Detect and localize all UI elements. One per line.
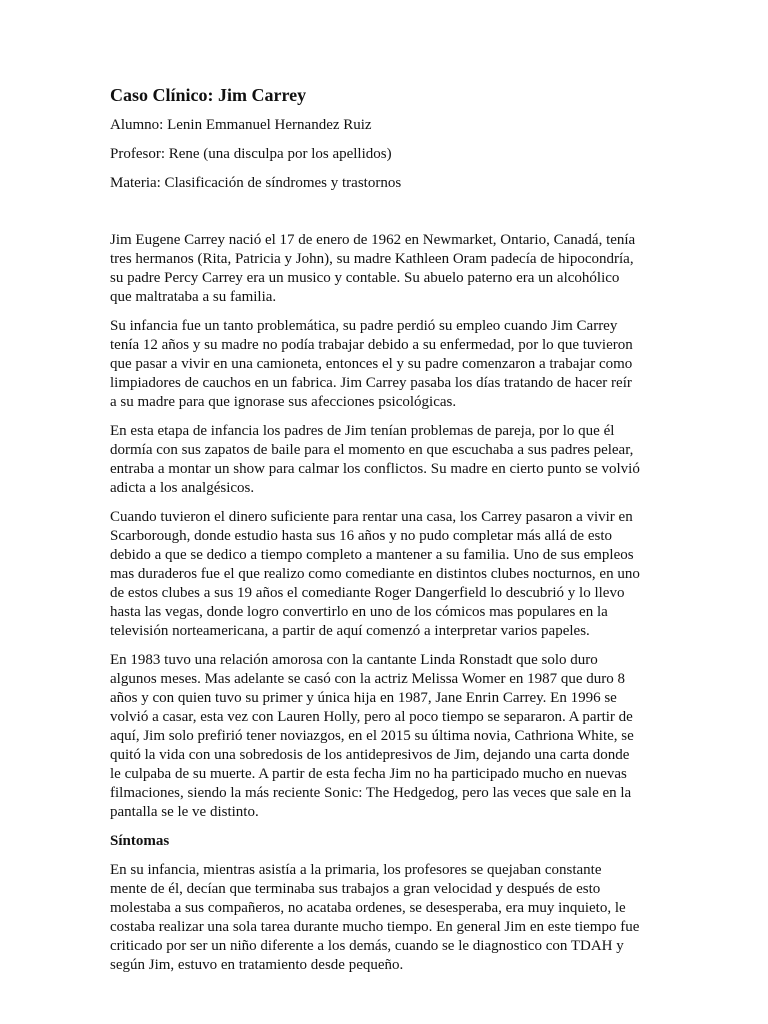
spacer: [110, 203, 662, 231]
paragraph-relationships: En 1983 tuvo una relación amorosa con la cantante Linda Ronstadt que solo duro algunos meses. Mas adelante se casó con la actriz Melissa Womer en 1987 que duro 8 años y con quien tuvo su primer y única hija en 1987, Jane Enrin Carrey. En 1996 se volvió a casar, esta vez con Lauren Holly, pero al poco tiempo se separaron. A partir de aquí, Jim solo prefirió tener noviazgos, en el 2015 su última novia, Cathriona White, se quitó la vida con una sobredosis de los antidepresivos de Jim, dejando una carta donde le culpaba de su muerte. A partir de esta fecha Jim no ha participado mucho en nuevas filmaciones, siendo la más reciente Sonic: The Hedgedog, pero las veces que sale en la pantalla se le ve distinto.: [110, 652, 634, 820]
student-line: Alumno: Lenin Emmanuel Hernandez Ruiz: [110, 117, 372, 133]
teacher-line: Profesor: Rene (una disculpa por los apellidos): [110, 146, 392, 162]
paragraph-biography: Jim Eugene Carrey nació el 17 de enero de 1962 en Newmarket, Ontario, Canadá, tenía tres hermanos (Rita, Patricia y John), su madre Kathleen Oram padecía de hipocondría, su padre Percy Carrey era un musico y contable. Su abuelo paterno era un alcohólico que maltrataba a su familia.: [110, 232, 636, 305]
paragraph-career: Cuando tuvieron el dinero suficiente para rentar una casa, los Carrey pasaron a vivir en Scarborough, donde estudio hasta sus 16 años y no pudo completar más allá de esto debido a que se dedico a tiempo completo a mantener a su familia. Uno de sus empleos mas duraderos fue el que realizo como comediante en distintos clubes nocturnos, en uno de estos clubes a sus 19 años el comediante Roger Dangerfield lo descubrió y lo llevo hasta las vegas, donde logro convertirlo en uno de los cómicos mas populares en la televisión norteamericana, a partir de aquí comenzó a interpretar varios papeles.: [110, 509, 640, 639]
document-page: [110, 84, 662, 985]
subject-line: Materia: Clasificación de síndromes y trastornos: [110, 175, 402, 191]
section-heading-symptoms: Síntomas: [110, 833, 170, 849]
document-title: Caso Clínico: Jim Carrey: [110, 85, 307, 105]
paragraph-symptoms: En su infancia, mientras asistía a la primaria, los profesores se quejaban constante mente de él, decían que terminaba sus trabajos a gran velocidad y después de esto molestaba a sus compañeros, no acataba ordenes, se desesperaba, era muy inquieto, le costaba realizar una sola tarea durante mucho tiempo. En general Jim en este tiempo fue criticado por ser un niño diferente a los demás, cuando se le diagnostico con TDAH y según Jim, estuvo en tratamiento desde pequeño.: [110, 862, 640, 973]
paragraph-family-conflicts: En esta etapa de infancia los padres de Jim tenían problemas de pareja, por lo que él dormía con sus zapatos de baile para el momento en que escuchaba a sus padres pelear, entraba a montar un show para calmar los conflictos. Su madre en cierto punto se volvió adicta a los analgésicos.: [110, 423, 640, 496]
paragraph-childhood: Su infancia fue un tanto problemática, su padre perdió su empleo cuando Jim Carrey tenía 12 años y su madre no podía trabajar debido a su enfermedad, por lo que tuvieron que pasar a vivir en una camioneta, entonces el y su padre comenzaron a trabajar como limpiadores de cauchos en un fabrica. Jim Carrey pasaba los días tratando de hacer reír a su madre para que ignorase sus afecciones psicológicas.: [110, 318, 633, 410]
